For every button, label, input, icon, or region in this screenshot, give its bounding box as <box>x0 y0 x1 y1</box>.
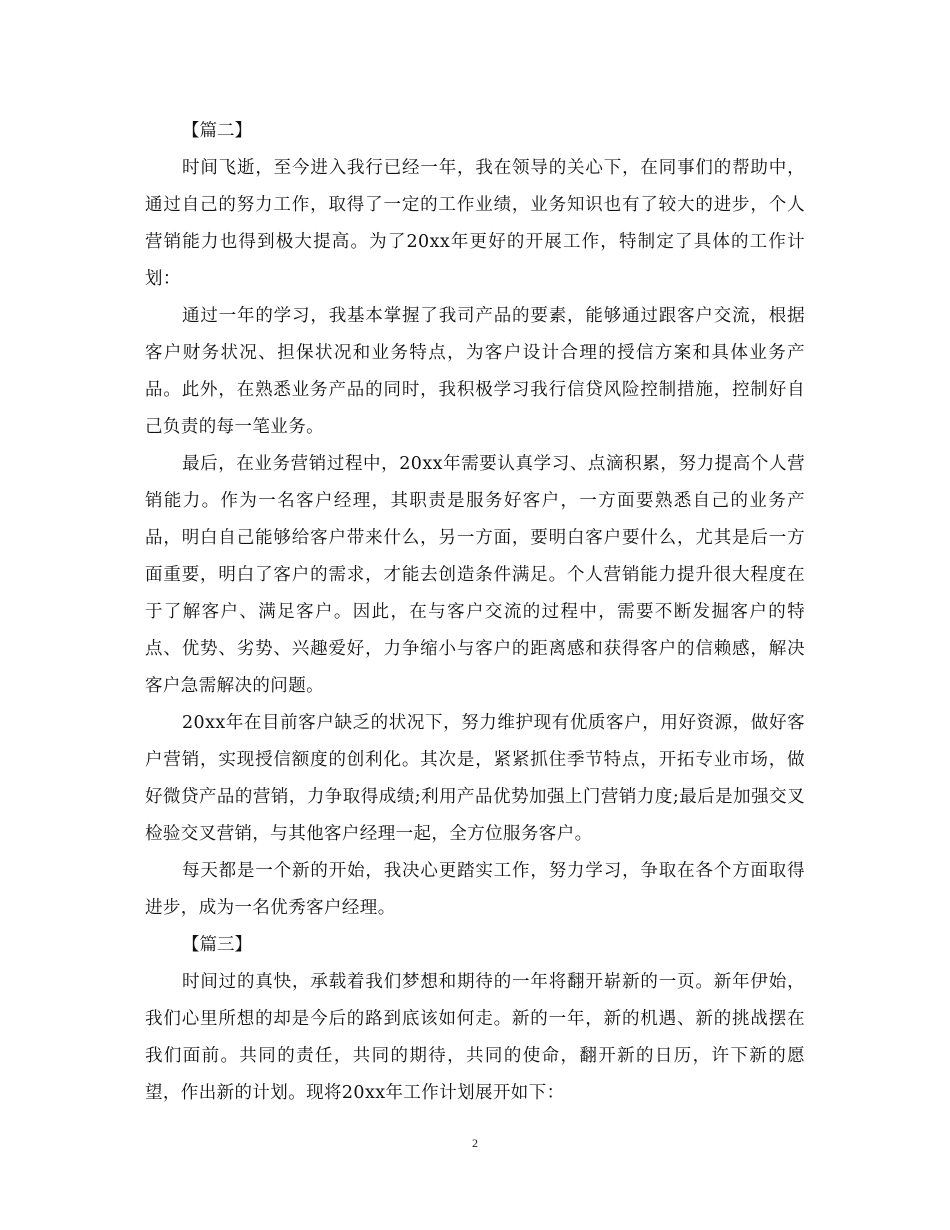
section-2 <box>145 113 805 927</box>
paragraph: 每天都是一个新的开始，我决心更踏实工作，努力学习，争取在各个方面取得进步，成为一名优秀客户经理。 <box>145 861 805 918</box>
section-heading: 【篇三】 <box>182 935 252 955</box>
paragraph: 时间飞逝，至今进入我行已经一年，我在领导的关心下，在同事们的帮助中，通过自己的努力工作，取得了一定的工作业绩，业务知识也有了较大的进步，个人营销能力也得到极大提高。为了20xx年更好的开展工作，特制定了具体的工作计划： <box>145 158 805 289</box>
paragraph: 时间过的真快，承载着我们梦想和期待的一年将翻开崭新的一页。新年伊始，我们心里所想的却是今后的路到底该如何走。新的一年，新的机遇、新的挑战摆在我们面前。共同的责任，共同的期待，共同的使命，翻开新的日历，许下新的愿望，作出新的计划。现将20xx年工作计划展开如下： <box>145 972 805 1103</box>
page-number: 2 <box>472 1136 478 1150</box>
paragraph: 最后，在业务营销过程中，20xx年需要认真学习、点滴积累，努力提高个人营销能力。作为一名客户经理，其职责是服务好客户，一方面要熟悉自己的业务产品，明白自己能够给客户带来什么，另一方面，要明白客户要什么，尤其是后一方面重要，明白了客户的需求，才能去创造条件满足。个人营销能力提升很大程度在于了解客户、满足客户。因此，在与客户交流的过程中，需要不断发掘客户的特点、优势、劣势、兴趣爱好，力争缩小与客户的距离感和获得客户的信赖感，解决客户急需解决的问题。 <box>145 454 805 696</box>
section-heading: 【篇二】 <box>182 121 252 141</box>
document-body <box>145 113 805 1112</box>
section-3 <box>145 927 805 1112</box>
paragraph: 通过一年的学习，我基本掌握了我司产品的要素，能够通过跟客户交流，根据客户财务状况、担保状况和业务特点，为客户设计合理的授信方案和具体业务产品。此外，在熟悉业务产品的同时，我积极学习我行信贷风险控制措施，控制好自己负责的每一笔业务。 <box>145 306 805 437</box>
paragraph: 20xx年在目前客户缺乏的状况下，努力维护现有优质客户，用好资源，做好客户营销，实现授信额度的创利化。其次是，紧紧抓住季节特点，开拓专业市场，做好微贷产品的营销，力争取得成绩;利用产品优势加强上门营销力度;最后是加强交叉检验交叉营销，与其他客户经理一起，全方位服务客户。 <box>145 713 805 844</box>
